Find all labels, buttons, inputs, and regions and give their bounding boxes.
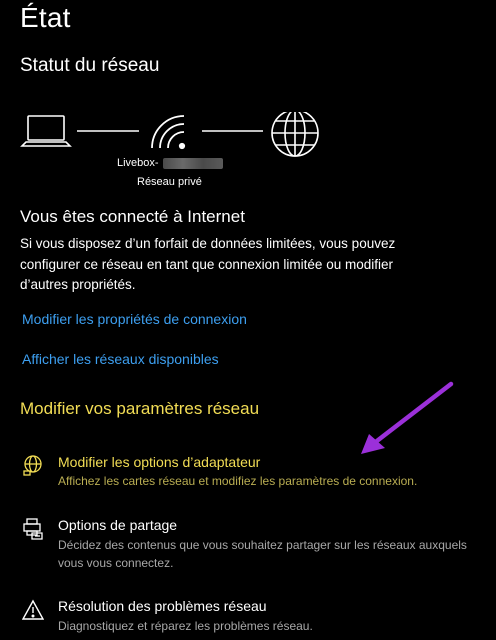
show-available-networks-link[interactable]: Afficher les réseaux disponibles — [22, 351, 219, 367]
change-connection-properties-link[interactable]: Modifier les propriétés de connexion — [22, 311, 247, 327]
sharing-icon[interactable] — [22, 518, 44, 540]
connected-heading: Vous êtes connecté à Internet — [20, 207, 245, 226]
network-name: Livebox- — [117, 157, 159, 169]
modify-settings-heading: Modifier vos paramètres réseau — [20, 399, 260, 418]
network-diagram — [20, 112, 330, 202]
wifi-icon — [152, 116, 184, 148]
network-name-redacted — [163, 158, 223, 169]
globe-icon — [272, 112, 318, 156]
sharing-options-link[interactable]: Options de partage — [58, 517, 178, 533]
page-title: État — [20, 2, 71, 33]
adapter-options-description: Affichez les cartes réseau et modifiez les paramètres de connexion. — [58, 474, 418, 488]
troubleshoot-description: Diagnostiquez et réparez les problèmes réseau. — [58, 619, 313, 633]
network-status-heading: Statut du réseau — [20, 55, 160, 76]
troubleshoot-link[interactable]: Résolution des problèmes réseau — [58, 598, 267, 614]
warning-icon[interactable] — [22, 599, 44, 621]
connected-description: Si vous disposez d’un forfait de données limitées, vous pouvez configurer ce réseau en tant que connexion limitée ou modifier d’autres propriétés. — [20, 236, 396, 292]
annotation-arrow — [355, 378, 465, 460]
laptop-icon — [22, 116, 70, 146]
adapter-globe-icon[interactable] — [22, 455, 44, 477]
sharing-options-description: Décidez des contenus que vous souhaitez partager sur les réseaux auxquels vous vous connectez. — [58, 538, 467, 570]
network-type: Réseau privé — [137, 176, 202, 188]
adapter-options-link[interactable]: Modifier les options d’adaptateur — [58, 454, 261, 470]
